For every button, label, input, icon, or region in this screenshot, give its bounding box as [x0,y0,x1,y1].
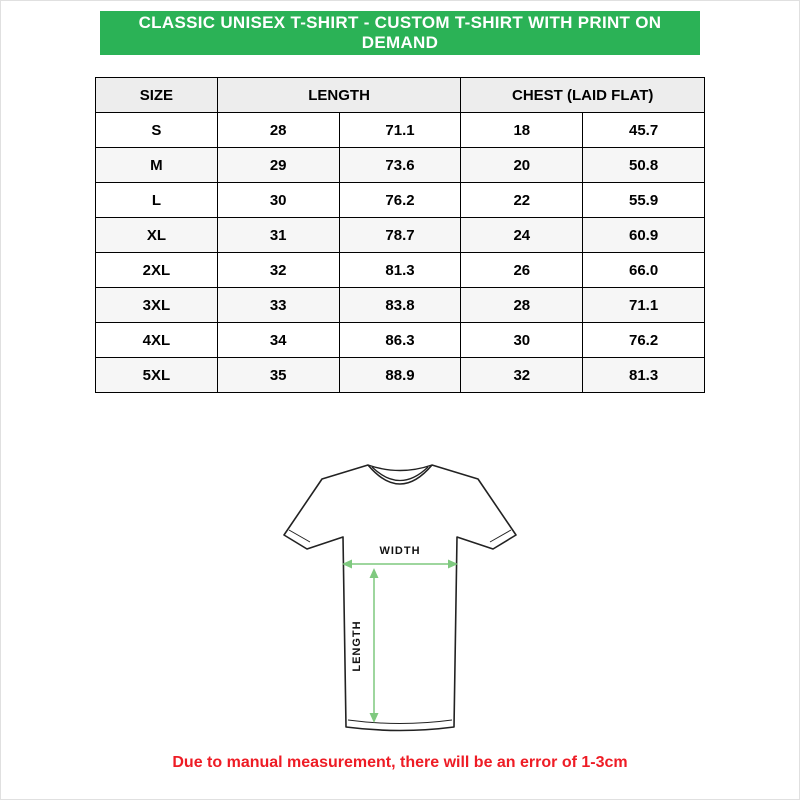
header-size: SIZE [96,78,218,113]
chest-cm-cell: 45.7 [583,113,705,148]
length-cm-cell: 78.7 [339,218,461,253]
chest-in-cell: 18 [461,113,583,148]
size-table-body [96,113,705,393]
width-label: WIDTH [379,545,421,557]
chest-cm-cell: 76.2 [583,323,705,358]
chest-cm-cell: 71.1 [583,288,705,323]
table-row [96,183,705,218]
size-table [95,77,705,393]
chest-in-cell: 30 [461,323,583,358]
length-cm-cell: 71.1 [339,113,461,148]
length-in-cell: 31 [217,218,339,253]
size-cell: M [96,148,218,183]
chest-in-cell: 24 [461,218,583,253]
table-row [96,148,705,183]
table-row [96,113,705,148]
table-row [96,323,705,358]
chest-cm-cell: 55.9 [583,183,705,218]
table-row [96,288,705,323]
length-in-cell: 28 [217,113,339,148]
table-header-row [96,78,705,113]
chest-cm-cell: 50.8 [583,148,705,183]
size-cell: 5XL [96,358,218,393]
table-row [96,253,705,288]
size-cell: S [96,113,218,148]
tshirt-diagram-svg [250,439,550,739]
chest-cm-cell: 60.9 [583,218,705,253]
length-in-cell: 32 [217,253,339,288]
tshirt-back-collar-line [368,465,432,471]
length-cm-cell: 81.3 [339,253,461,288]
header-length: LENGTH [217,78,461,113]
length-cm-cell: 88.9 [339,358,461,393]
length-cm-cell: 76.2 [339,183,461,218]
measurement-note: Due to manual measurement, there will be an error of 1-3cm [172,754,628,771]
size-cell: L [96,183,218,218]
chest-in-cell: 26 [461,253,583,288]
header-chest: CHEST (LAID FLAT) [461,78,705,113]
length-label: LENGTH [351,620,363,672]
length-in-cell: 29 [217,148,339,183]
length-cm-cell: 83.8 [339,288,461,323]
chest-in-cell: 22 [461,183,583,218]
chest-in-cell: 32 [461,358,583,393]
page-title: CLASSIC UNISEX T-SHIRT - CUSTOM T-SHIRT WITH PRINT ON DEMAND [138,13,662,52]
length-in-cell: 35 [217,358,339,393]
table-row [96,218,705,253]
chest-in-cell: 28 [461,288,583,323]
length-cm-cell: 73.6 [339,148,461,183]
tshirt-outline [284,465,516,731]
size-cell: 2XL [96,253,218,288]
length-in-cell: 34 [217,323,339,358]
length-cm-cell: 86.3 [339,323,461,358]
chest-in-cell: 20 [461,148,583,183]
size-cell: 3XL [96,288,218,323]
table-row [96,358,705,393]
chest-cm-cell: 66.0 [583,253,705,288]
size-cell: XL [96,218,218,253]
chest-cm-cell: 81.3 [583,358,705,393]
length-in-cell: 30 [217,183,339,218]
title-banner [100,11,700,55]
length-in-cell: 33 [217,288,339,323]
tshirt-measurement-diagram [250,439,550,744]
size-cell: 4XL [96,323,218,358]
